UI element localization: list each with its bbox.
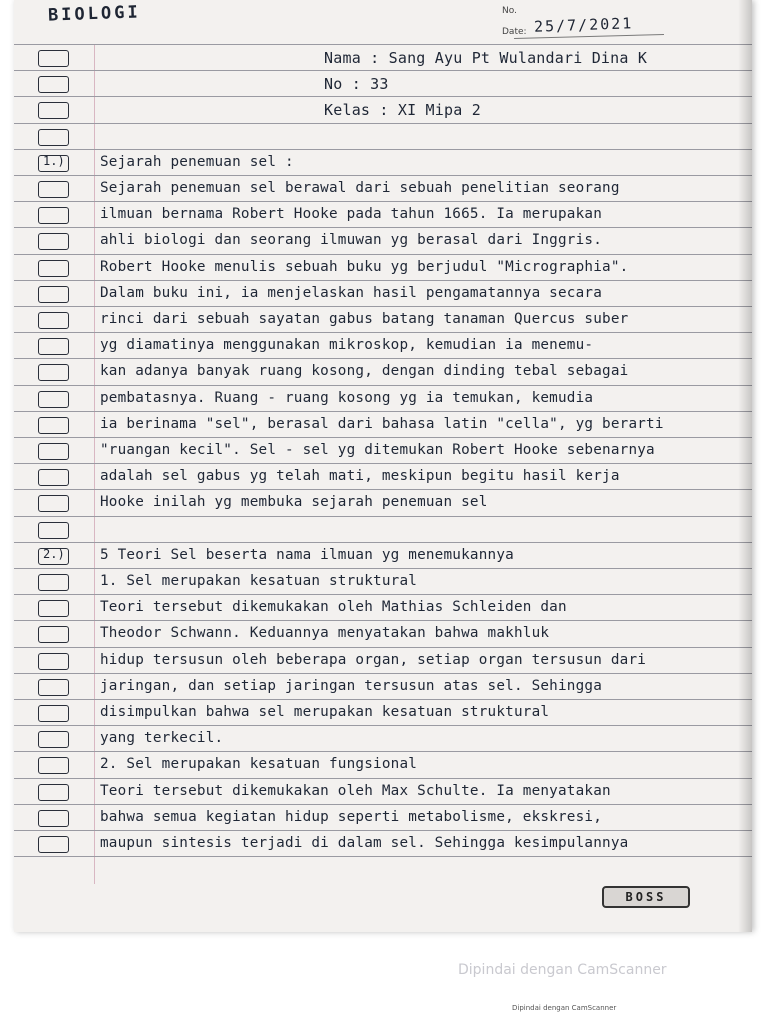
- note-line: [14, 778, 752, 805]
- note-line: [14, 227, 752, 254]
- line-text: Kelas : XI Mipa 2: [324, 101, 481, 120]
- line-text: Teori tersebut dikemukakan oleh Max Schulte. Ia menyatakan: [100, 782, 611, 799]
- margin-box: [38, 705, 69, 722]
- note-line: [14, 385, 752, 412]
- line-text: 5 Teori Sel beserta nama ilmuan yg menemukannya: [100, 546, 514, 563]
- line-text: rinci dari sebuah sayatan gabus batang tanaman Quercus suber: [100, 311, 629, 327]
- margin-box: [38, 679, 69, 696]
- note-line: [14, 568, 752, 595]
- brand-logo: BOSS: [602, 886, 690, 908]
- date-value: 25/7/2021: [533, 14, 634, 36]
- margin-box: [38, 469, 69, 486]
- note-line: [14, 594, 752, 621]
- margin-box: [38, 312, 69, 329]
- scanner-footer: Dipindai dengan CamScanner: [512, 1004, 617, 1012]
- line-text: ilmuan bernama Robert Hooke pada tahun 1665. Ia merupakan: [100, 206, 603, 223]
- note-line: [14, 254, 752, 281]
- note-line: [14, 725, 752, 752]
- line-text: No : 33: [324, 75, 389, 94]
- note-line: [14, 542, 752, 569]
- margin-box: [38, 102, 69, 119]
- date-label: Date:: [502, 27, 527, 37]
- margin-box: [38, 129, 69, 146]
- subject-heading: BIOLOGI: [47, 2, 141, 26]
- item-number: 2.): [43, 546, 65, 561]
- note-line: [14, 70, 752, 97]
- note-line: [14, 332, 752, 359]
- note-line: [14, 437, 752, 464]
- note-line: [14, 123, 752, 150]
- line-text: Dalam buku ini, ia menjelaskan hasil pengamatannya secara: [100, 284, 603, 301]
- margin-box: [38, 522, 69, 539]
- line-text: Robert Hooke menulis sebuah buku yg berjudul "Micrographia".: [100, 258, 629, 275]
- margin-box: [38, 495, 69, 512]
- line-text: "ruangan kecil". Sel - sel yg ditemukan Robert Hooke sebenarnya: [100, 442, 655, 458]
- line-text: Hooke inilah yg membuka sejarah penemuan sel: [100, 494, 488, 511]
- note-line: [14, 804, 752, 831]
- margin-box: [38, 653, 69, 670]
- line-text: kan adanya banyak ruang kosong, dengan dinding tebal sebagai: [100, 363, 629, 380]
- line-text: Nama : Sang Ayu Pt Wulandari Dina K: [324, 49, 648, 67]
- margin-box: [38, 784, 69, 801]
- margin-box: [38, 391, 69, 408]
- bottom-rule: [14, 856, 752, 857]
- margin-box: [38, 600, 69, 617]
- note-line: [14, 830, 752, 857]
- line-text: hidup tersusun oleh beberapa organ, setiap organ tersusun dari: [100, 651, 647, 668]
- line-text: maupun sintesis terjadi di dalam sel. Sehingga kesimpulannya: [100, 835, 629, 851]
- note-line: [14, 44, 752, 71]
- margin-box: [38, 260, 69, 277]
- line-text: disimpulkan bahwa sel merupakan kesatuan struktural: [100, 704, 550, 720]
- margin-box: [38, 286, 69, 303]
- line-text: adalah sel gabus yg telah mati, meskipun begitu hasil kerja: [100, 468, 620, 485]
- no-label: No.: [502, 6, 517, 16]
- note-line: [14, 673, 752, 700]
- margin-box: [38, 574, 69, 591]
- note-line: [14, 699, 752, 726]
- line-text: Sejarah penemuan sel :: [100, 153, 294, 170]
- margin-box: [38, 233, 69, 250]
- line-text: 2. Sel merupakan kesatuan fungsional: [100, 756, 418, 773]
- line-text: pembatasnya. Ruang - ruang kosong yg ia temukan, kemudia: [100, 389, 594, 406]
- margin-box: [38, 731, 69, 748]
- margin-box: [38, 836, 69, 853]
- line-text: yg diamatinya menggunakan mikroskop, kemudian ia menemu-: [100, 337, 594, 354]
- item-number: 1.): [43, 153, 65, 168]
- margin-box: [38, 207, 69, 224]
- margin-box: [38, 810, 69, 827]
- line-text: bahwa semua kegiatan hidup seperti metabolisme, ekskresi,: [100, 808, 603, 825]
- notebook-page: [14, 0, 752, 932]
- margin-box: [38, 443, 69, 460]
- margin-box: [38, 338, 69, 355]
- line-text: Sejarah penemuan sel berawal dari sebuah penelitian seorang: [100, 180, 620, 196]
- note-line: [14, 411, 752, 438]
- line-text: Teori tersebut dikemukakan oleh Mathias Schleiden dan: [100, 599, 567, 616]
- margin-box: [38, 50, 69, 67]
- margin-box: [38, 76, 69, 93]
- line-text: ahli biologi dan seorang ilmuwan yg berasal dari Inggris.: [100, 232, 603, 249]
- note-line: [14, 620, 752, 647]
- note-line: [14, 201, 752, 228]
- note-line: [14, 175, 752, 202]
- note-line: [14, 149, 752, 176]
- line-text: ia berinama "sel", berasal dari bahasa latin "cella", yg berarti: [100, 415, 664, 432]
- note-line: [14, 751, 752, 778]
- note-line: [14, 358, 752, 385]
- line-text: Theodor Schwann. Keduannya menyatakan bahwa makhluk: [100, 625, 550, 642]
- note-line: [14, 96, 752, 123]
- line-text: jaringan, dan setiap jaringan tersusun atas sel. Sehingga: [100, 677, 603, 694]
- margin-box: [38, 757, 69, 774]
- margin-box: [38, 181, 69, 198]
- margin-box: [38, 626, 69, 643]
- note-line: [14, 463, 752, 490]
- line-text: yang terkecil.: [100, 730, 224, 747]
- note-line: [14, 306, 752, 333]
- note-line: [14, 489, 752, 516]
- note-line: [14, 280, 752, 307]
- line-text: 1. Sel merupakan kesatuan struktural: [100, 573, 418, 589]
- note-line: [14, 647, 752, 674]
- note-line: [14, 516, 752, 543]
- scanner-watermark: Dipindai dengan CamScanner: [458, 962, 667, 978]
- margin-box: [38, 417, 69, 434]
- margin-box: [38, 364, 69, 381]
